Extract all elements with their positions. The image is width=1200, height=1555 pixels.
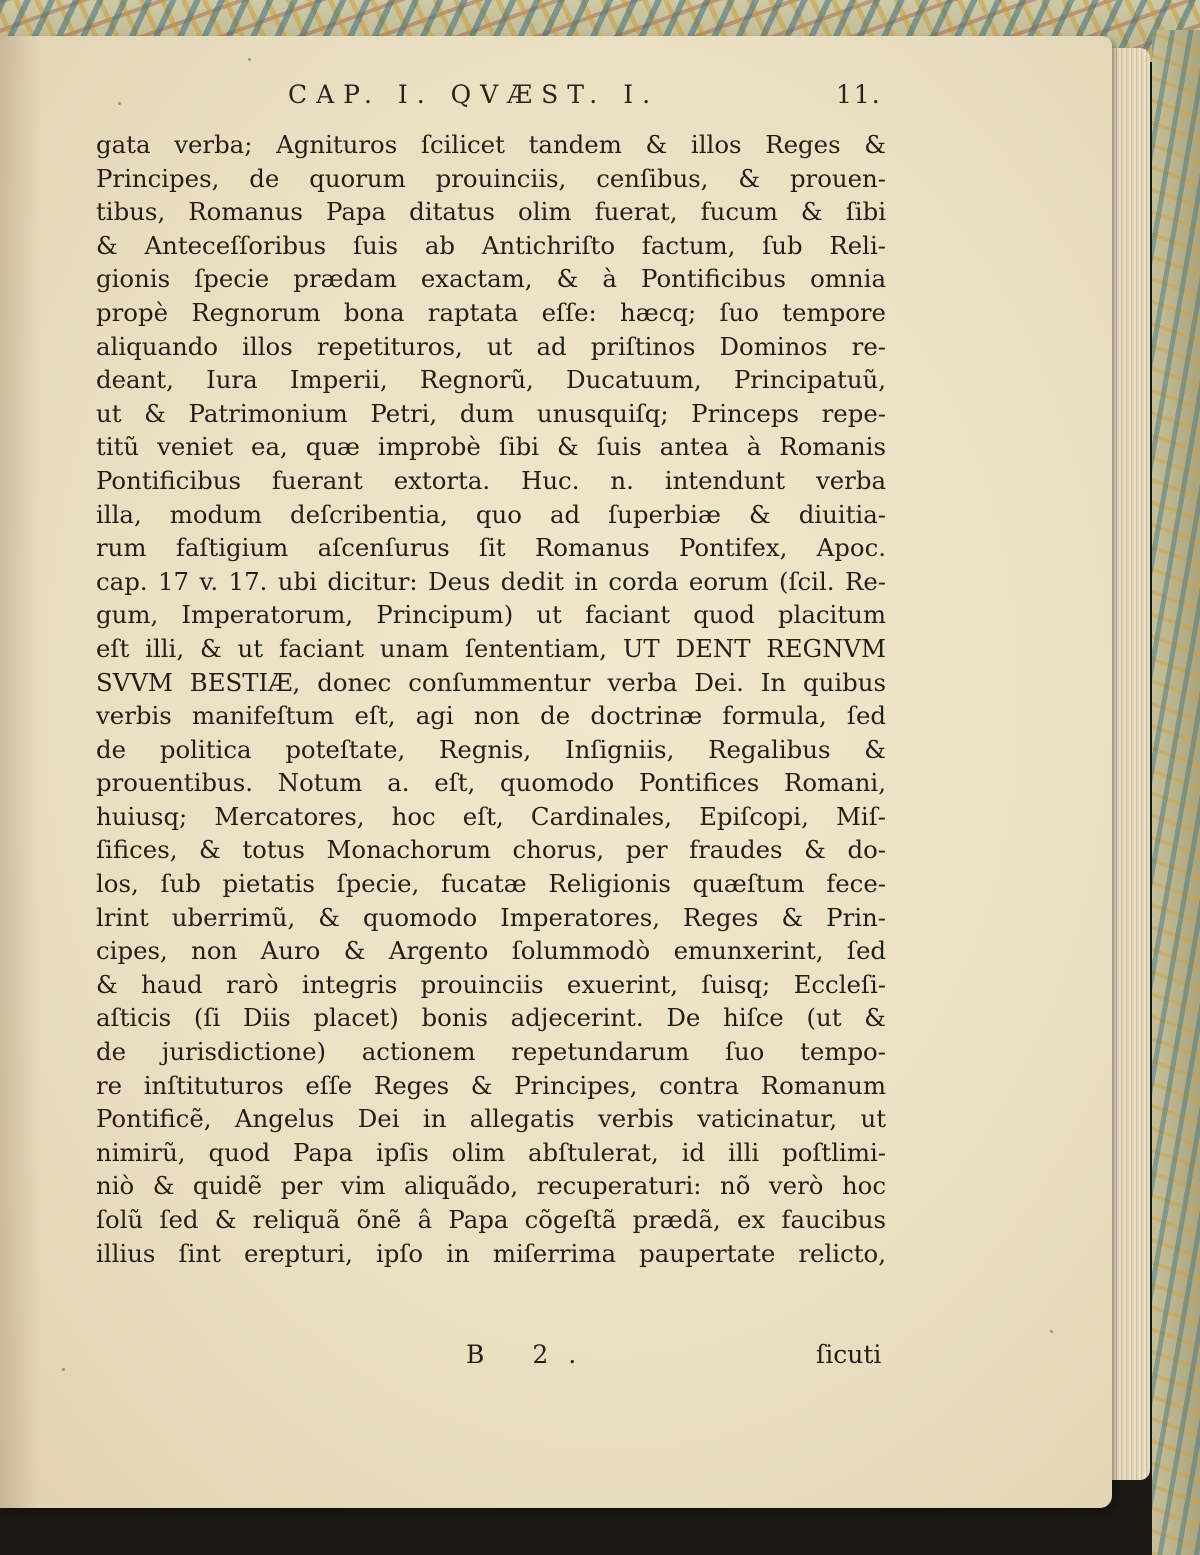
paper-speck <box>1050 1330 1053 1333</box>
page-number: 11. <box>836 80 882 109</box>
text-line: Pontificẽ, Angelus Dei in allegatis verbis vaticinatur, ut <box>96 1104 886 1134</box>
text-line: gata verba; Agnituros ſcilicet tandem & illos Reges & <box>96 130 886 159</box>
running-head <box>0 80 1112 120</box>
text-line: prouentibus. Notum a. eſt, quomodo Pontifices Romani, <box>96 768 886 798</box>
catchword: ſicuti <box>816 1340 882 1369</box>
paper-speck <box>248 58 251 61</box>
text-line: SVVM BESTIÆ, donec conſummentur verba Dei. In quibus <box>96 667 886 697</box>
text-line: verbis manifeſtum eſt, agi non de doctrinæ formula, ſed <box>96 701 886 731</box>
text-line: aſticis (ſi Diis placet) bonis adjecerint. De hiſce (ut & <box>96 1003 886 1033</box>
text-line: & Anteceſſoribus ſuis ab Antichriſto factum, ſub Reli- <box>96 230 886 260</box>
page-gutter-shadow <box>0 36 40 1508</box>
text-line: cipes, non Auro & Argento ſolummodò emunxerint, ſed <box>96 936 886 966</box>
text-line: tibus, Romanus Papa ditatus olim fuerat, fucum & ſibi <box>96 197 886 227</box>
text-line: deant, Iura Imperii, Regnorũ, Ducatuum, Principatuũ, <box>96 365 886 395</box>
text-line: re inſtituturos eſſe Reges & Principes, contra Romanum <box>96 1070 886 1100</box>
text-line: ut & Patrimonium Petri, dum unusquiſq; Princeps repe- <box>96 398 886 428</box>
body-text <box>96 128 886 1270</box>
paper-speck <box>62 1368 65 1371</box>
text-line: Pontificibus fuerant extorta. Huc. n. intendunt verba <box>96 465 886 495</box>
text-line: cap. 17 v. 17. ubi dicitur: Deus dedit in corda eorum (ſcil. Re- <box>96 566 886 596</box>
text-line: gionis ſpecie prædam exactam, & à Pontificibus omnia <box>96 264 886 294</box>
text-line: gum, Imperatorum, Principum) ut faciant quod placitum <box>96 600 886 630</box>
text-line: eſt illi, & ut faciant unam ſententiam, UT DENT REGNVM <box>96 633 886 663</box>
text-line: propè Regnorum bona raptata eſſe: hæcq; ſuo tempore <box>96 297 886 327</box>
signature-mark: B 2. <box>466 1340 597 1369</box>
text-line: niò & quidẽ per vim aliquãdo, recuperaturi: nõ verò hoc <box>96 1171 886 1201</box>
text-line: nimirũ, quod Papa ipſis olim abſtulerat, id illi poſtlimi- <box>96 1137 886 1167</box>
page-footer <box>0 1340 1112 1380</box>
text-line: illa, modum deſcribentia, quo ad ſuperbiæ & diuitia- <box>96 499 886 529</box>
text-line: ſolũ ſed & reliquã õnẽ â Papa cõgeſtã prædã, ex faucibus <box>96 1205 886 1234</box>
text-line: & haud rarò integris prouinciis exuerint, ſuisq; Eccleſi- <box>96 969 886 999</box>
text-line: de jurisdictione) actionem repetundarum ſuo tempo- <box>96 1037 886 1067</box>
text-line: aliquando illos repetituros, ut ad priſtinos Dominos re- <box>96 331 886 361</box>
text-line: ſifices, & totus Monachorum chorus, per fraudes & do- <box>96 835 886 865</box>
text-line: Principes, de quorum prouinciis, cenſibus, & prouen- <box>96 163 886 193</box>
text-line: los, ſub pietatis ſpecie, fucatæ Religionis quæſtum fece- <box>96 869 886 899</box>
text-line: rum faſtigium aſcenſurus ſit Romanus Pontifex, Apoc. <box>96 533 886 563</box>
running-head-title: CAP. I. QVÆST. I. <box>288 80 660 109</box>
marbled-endpaper-right <box>1152 30 1200 1555</box>
paper-speck <box>118 102 121 105</box>
text-line: titũ veniet ea, quæ improbè ſibi & ſuis antea à Romanis <box>96 432 886 462</box>
text-line: de politica poteſtate, Regnis, Inſigniis, Regalibus & <box>96 734 886 764</box>
text-line: lrint uberrimũ, & quomodo Imperatores, Reges & Prin- <box>96 902 886 932</box>
text-line: huiusq; Mercatores, hoc eſt, Cardinales, Epiſcopi, Miſ- <box>96 801 886 831</box>
text-line: illius ſint erepturi, ipſo in miſerrima paupertate relicto, <box>96 1238 886 1268</box>
